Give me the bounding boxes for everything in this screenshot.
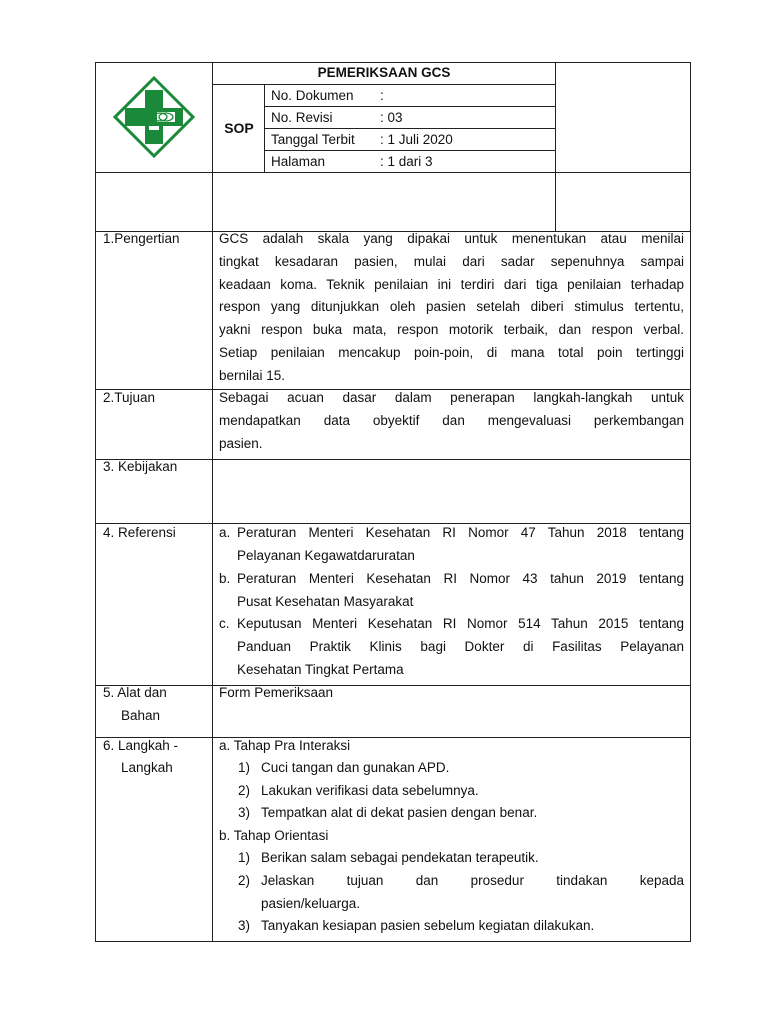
text-line: tingkat kesadaran pasien, mulai dari sadar sepenuhnya sampai — [219, 253, 684, 269]
document-title: PEMERIKSAAN GCS — [317, 65, 451, 80]
reference-item-a — [237, 522, 684, 568]
step-text: Berikan salam sebagai pendekatan terapeutik. — [261, 850, 539, 865]
step-text: Cuci tangan dan gunakan APD. — [261, 760, 450, 775]
section-label-tujuan: 2.Tujuan — [103, 390, 156, 405]
section-label-langkah-line1: 6. Langkah - — [103, 738, 179, 753]
section-label-pengertian: 1.Pengertian — [103, 231, 180, 246]
section-content-alat: Form Pemeriksaan — [219, 685, 334, 700]
sop-label: SOP — [224, 120, 254, 136]
step-text: Tempatkan alat di dekat pasien dengan benar. — [261, 805, 538, 820]
meta-label-halaman: Halaman — [271, 154, 326, 169]
text-line: mendapatkan data obyektif dan mengevaluasi perkembangan — [219, 412, 684, 428]
stage-heading-orientasi: b. Tahap Orientasi — [219, 828, 329, 843]
step-number: 3) — [238, 918, 251, 933]
row-divider-6 — [95, 737, 691, 738]
header-bottom-border — [95, 172, 691, 173]
row-divider-3 — [95, 459, 691, 460]
step-number: 1) — [238, 850, 251, 865]
text-line: pasien/keluarga. — [261, 895, 361, 911]
reference-marker: b. — [219, 571, 231, 586]
text-line: Peraturan Menteri Kesehatan RI Nomor 47 Tahun 2018 tentang — [237, 525, 684, 540]
header-right-divider — [555, 62, 556, 232]
text-line: Kesehatan Tingkat Pertama — [237, 661, 404, 677]
section-content-tujuan — [219, 387, 684, 455]
meta-label-no-dokumen: No. Dokumen — [271, 88, 354, 103]
step-number: 3) — [238, 805, 251, 820]
table-border-left — [95, 62, 96, 942]
text-line: keadaan koma. Teknik penilaian ini terdiri dari tiga penilaian terhadap — [219, 276, 684, 292]
step-text-multiline — [261, 870, 684, 916]
text-line: bernilai 15. — [219, 367, 286, 383]
reference-marker: c. — [219, 616, 230, 631]
reference-item-c — [237, 613, 684, 681]
step-text: Lakukan verifikasi data sebelumnya. — [261, 783, 479, 798]
text-line: Pusat Kesehatan Masyarakat — [237, 593, 414, 609]
reference-marker: a. — [219, 525, 231, 540]
text-line: respon yang ditunjukkan oleh pasien setelah diberi stimulus tertentu, — [219, 299, 684, 315]
step-number: 2) — [238, 783, 251, 798]
step-number: 1) — [238, 760, 251, 775]
meta-label-tanggal-terbit: Tanggal Terbit — [271, 132, 355, 147]
row-divider-5 — [95, 685, 691, 686]
section-label-alat-line2: Bahan — [121, 708, 161, 723]
table-border-bottom — [95, 941, 691, 942]
section-label-langkah-line2: Langkah — [121, 760, 173, 775]
health-center-logo — [113, 76, 195, 158]
text-line: Keputusan Menteri Kesehatan RI Nomor 514 Tahun 2015 tentang — [237, 616, 684, 631]
section-label-kebijakan: 3. Kebijakan — [103, 459, 178, 474]
text-line: pasien. — [219, 435, 263, 451]
step-text: Tanyakan kesiapan pasien sebelum kegiatan dilakukan. — [261, 918, 595, 933]
reference-item-b — [237, 568, 684, 614]
label-column-divider — [212, 62, 213, 942]
text-line: Peraturan Menteri Kesehatan RI Nomor 43 tahun 2019 tentang — [237, 571, 684, 586]
section-label-referensi: 4. Referensi — [103, 525, 176, 540]
table-border-right — [690, 62, 691, 942]
section-content-pengertian — [219, 228, 684, 388]
text-line: Setiap penilaian mencakup poin-poin, di mana total poin tertinggi — [219, 344, 684, 360]
stage-heading-pra-interaksi: a. Tahap Pra Interaksi — [219, 738, 351, 753]
meta-label-no-revisi: No. Revisi — [271, 110, 333, 125]
text-line: GCS adalah skala yang dipakai untuk menentukan atau menilai — [219, 231, 684, 246]
meta-value-tanggal-terbit: : 1 Juli 2020 — [380, 132, 453, 147]
text-line: yakni respon buka mata, respon motorik terbaik, dan respon verbal. — [219, 322, 684, 338]
text-line: Pelayanan Kegawatdaruratan — [237, 547, 415, 563]
text-line: Sebagai acuan dasar dalam penerapan langkah-langkah untuk — [219, 390, 684, 405]
meta-value-halaman: : 1 dari 3 — [380, 154, 433, 169]
meta-value-no-dokumen: : — [380, 88, 384, 103]
meta-value-no-revisi: : 03 — [380, 110, 403, 125]
text-line: Panduan Praktik Klinis bagi Dokter di Fasilitas Pelayanan — [237, 638, 684, 654]
text-line: Jelaskan tujuan dan prosedur tindakan kepada — [261, 873, 684, 888]
step-number: 2) — [238, 873, 251, 888]
section-label-alat-line1: 5. Alat dan — [103, 685, 167, 700]
